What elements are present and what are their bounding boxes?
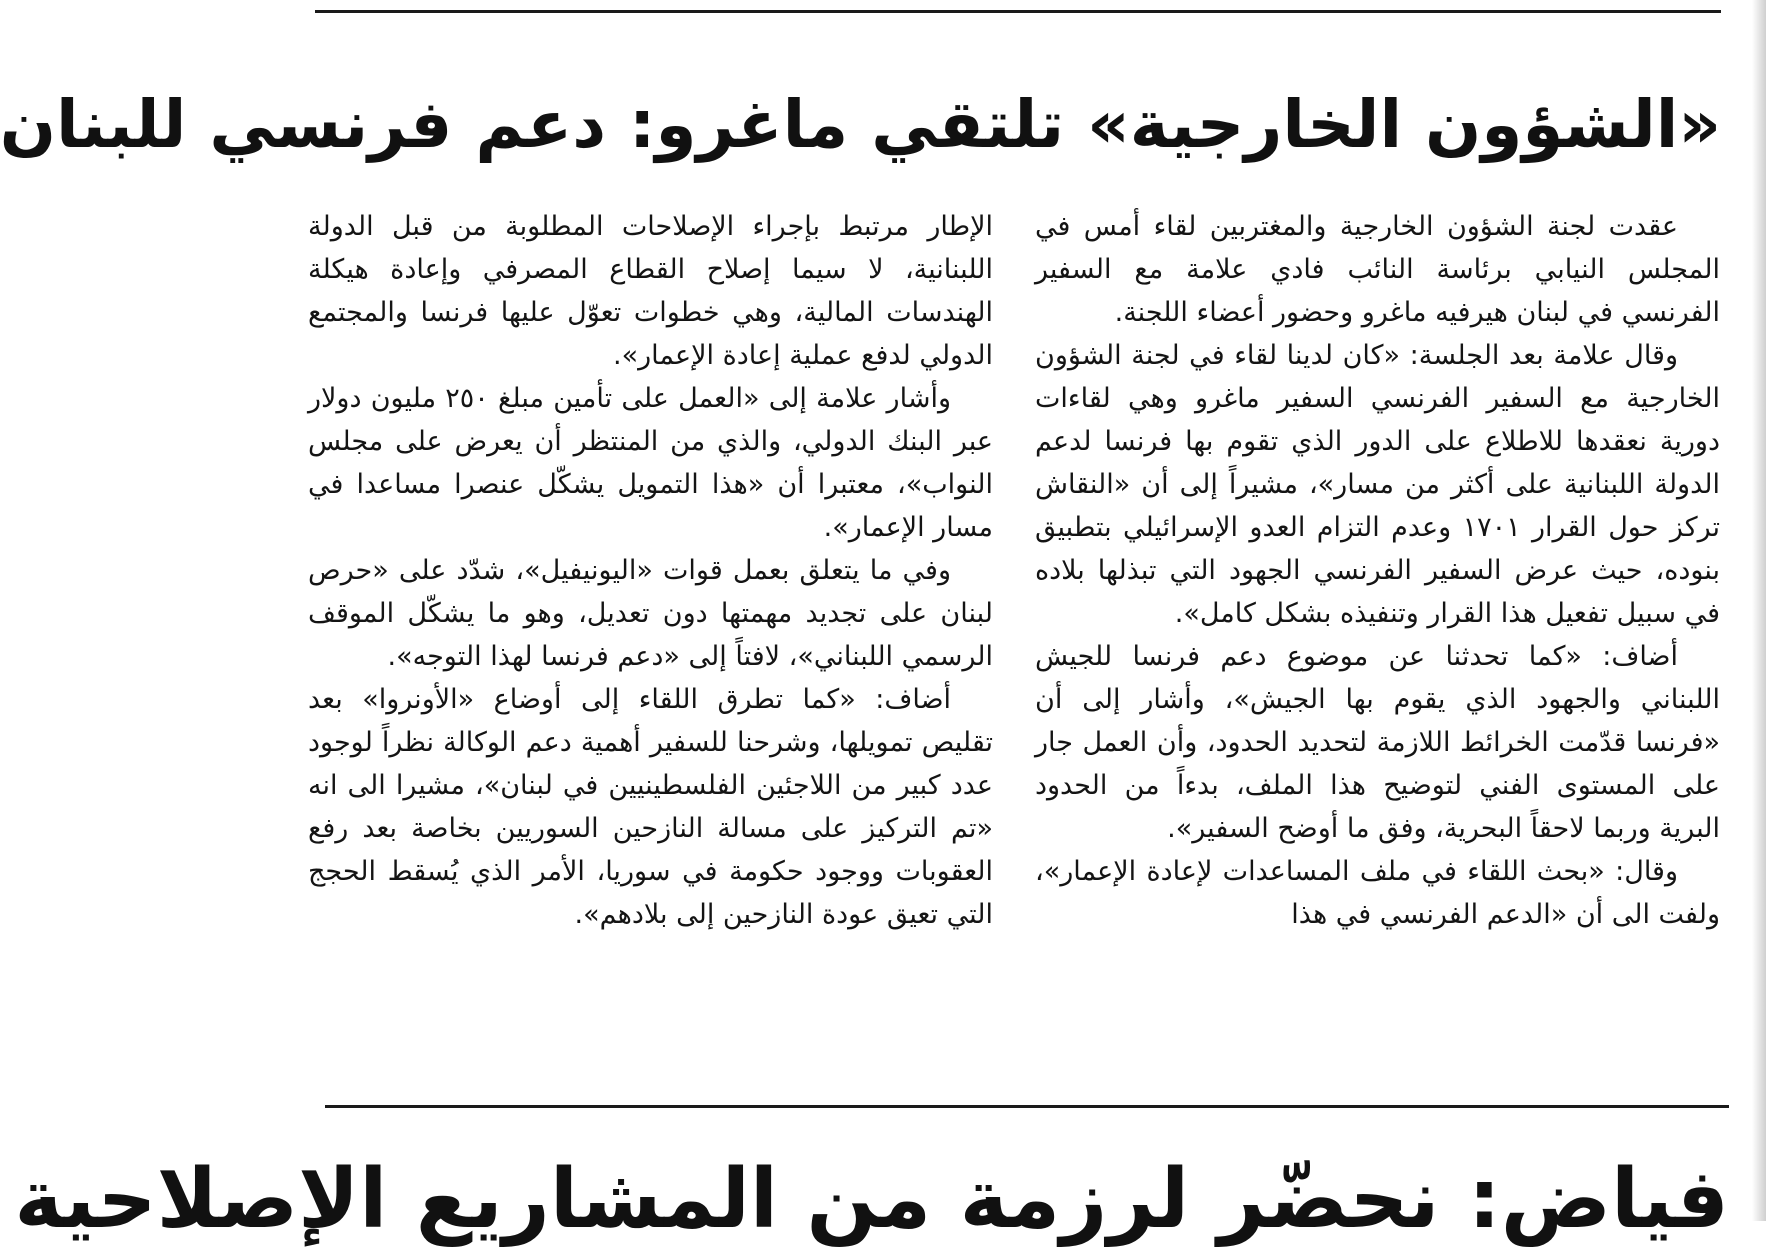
paragraph: وقال: «بحث اللقاء في ملف المساعدات لإعادة الإعمار»، ولفت الى أن «الدعم الفرنسي في هذا [1035, 856, 1720, 930]
section-rule [325, 1105, 1729, 1108]
paragraph: أضاف: «كما تحدثنا عن موضوع دعم فرنسا للجيش اللبناني والجهود الذي يقوم بها الجيش»، وأشار إلى أن «فرنسا قدّمت الخرائط اللازمة لتحديد الحدود، وأن العمل جار على المستوى الفني لتوضيح هذا الملف، بدءاً من الحدود البرية وربما لاحقاً البحرية، وفق ما أوضح السفير». [1035, 641, 1720, 844]
paragraph: أضاف: «كما تطرق اللقاء إلى أوضاع «الأونروا» بعد تقليص تمويلها، وشرحنا للسفير أهمية دعم الوكالة نظراً لوجود عدد كبير من اللاجئين الفلسطينيين في لبنان»، مشيرا الى انه «تم التركيز على مسالة النازحين السوريين بخاصة بعد رفع العقوبات ووجود حكومة في سوريا، الأمر الذي يُسقط الحجج التي تعيق عودة النازحين إلى بلادهم». [308, 684, 993, 930]
next-article-headline: فياض: نحضّر لرزمة من المشاريع الإصلاحية [14, 1152, 1729, 1247]
paragraph-continuation: الإطار مرتبط بإجراء الإصلاحات المطلوبة من قبل الدولة اللبنانية، لا سيما إصلاح القطاع المصرفي وإعادة هيكلة الهندسات المالية، وهي خطوات تعوّل عليها فرنسا والمجتمع الدولي لدفع عملية إعادة الإعمار». [308, 211, 993, 371]
article-column-right [1035, 205, 1720, 1085]
paragraph: وأشار علامة إلى «العمل على تأمين مبلغ ٢٥٠ مليون دولار عبر البنك الدولي، والذي من المنتظر أن يعرض على مجلس النواب»، معتبرا أن «هذا التمويل يشكّل عنصرا مساعدا في مسار الإعمار». [308, 383, 993, 543]
top-rule [315, 10, 1721, 13]
page-edge-shadow [1752, 0, 1766, 1221]
paragraph: وقال علامة بعد الجلسة: «كان لدينا لقاء في لجنة الشؤون الخارجية مع السفير الفرنسي السفير ماغرو وهي لقاءات دورية نعقدها للاطلاع على الدور الذي تقوم بها فرنسا لدعم الدولة اللبنانية على أكثر من مسار»، مشيراً إلى أن «النقاش تركز حول القرار ١٧٠١ وعدم التزام العدو الإسرائيلي بتطبيق بنوده، حيث عرض السفير الفرنسي الجهود التي تبذلها بلاده في سبيل تفعيل هذا القرار وتنفيذه بشكل كامل». [1035, 340, 1720, 629]
paragraph: عقدت لجنة الشؤون الخارجية والمغتربين لقاء أمس في المجلس النيابي برئاسة النائب فادي علامة مع السفير الفرنسي في لبنان هيرفيه ماغرو وحضور أعضاء اللجنة. [1035, 211, 1720, 328]
article-column-left [308, 205, 993, 1085]
headline: «الشؤون الخارجية» تلتقي ماغرو: دعم فرنسي للبنان [0, 86, 1721, 163]
paragraph: وفي ما يتعلق بعمل قوات «اليونيفيل»، شدّد على «حرص لبنان على تجديد مهمتها دون تعديل، وهو ما يشكّل الموقف الرسمي اللبناني»، لافتاً إلى «دعم فرنسا لهذا التوجه». [308, 555, 993, 672]
